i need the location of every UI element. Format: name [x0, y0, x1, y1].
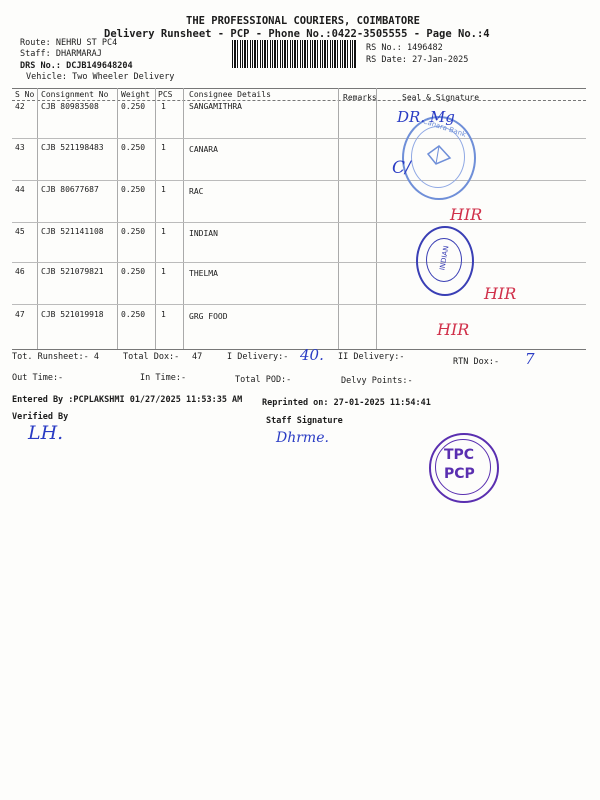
rs-date-line [366, 55, 468, 65]
table-top-rule [12, 88, 586, 89]
drs-label: DRS No.: [20, 61, 61, 71]
col-divider [37, 88, 38, 350]
rtn-dox-label: RTN Dox:- [453, 357, 500, 367]
out-time-label: Out Time:- [12, 373, 64, 383]
staff-line [20, 49, 102, 59]
row-weight: 0.250 [121, 227, 146, 236]
reprinted-on: Reprinted on: 27-01-2025 11:54:41 [262, 398, 431, 408]
row-divider [12, 180, 586, 181]
verified-by-signature: LH. [28, 422, 64, 444]
vehicle-value: Two Wheeler Delivery [72, 72, 175, 82]
staff-label: Staff: [20, 49, 51, 59]
row44-signature: HIR [450, 205, 483, 224]
tpc-pcp-stamp [429, 433, 499, 503]
col-header-consignee: Consignee Details [189, 90, 271, 99]
i-delivery-handwritten: 40. [300, 346, 324, 364]
drs-value: DCJB149648204 [66, 61, 133, 71]
row-consignee: THELMA [189, 269, 218, 278]
col-header-sno: S No [15, 90, 35, 99]
rs-no-label: RS No.: [366, 43, 402, 53]
row47-signature: HIR [437, 320, 470, 339]
row-sno: 46 [15, 267, 25, 276]
col-header-seal: Seal & Signature [402, 93, 480, 102]
row-consignment: CJB 521019918 [41, 310, 104, 319]
total-dox-label: Total Dox:- [123, 352, 180, 362]
ii-delivery-label: II Delivery:- [338, 352, 405, 362]
col-header-remarks: Remarks [343, 93, 377, 102]
row-consignment: CJB 521198483 [41, 143, 104, 152]
row-weight: 0.250 [121, 267, 146, 276]
row-consignee: INDIAN [189, 229, 218, 238]
staff-signature: Dhrme. [276, 430, 329, 446]
staff-signature-label: Staff Signature [266, 416, 343, 426]
row-sno: 45 [15, 227, 25, 236]
col-divider [117, 88, 118, 350]
rs-date-value: 27-Jan-2025 [412, 55, 469, 65]
row-weight: 0.250 [121, 102, 146, 111]
col-header-pcs: PCS [158, 90, 173, 99]
row-sno: 44 [15, 185, 25, 194]
col-divider [376, 88, 377, 350]
entered-by: Entered By :PCPLAKSHMI 01/27/2025 11:53:35 AM [12, 395, 243, 405]
row-pcs: 1 [161, 143, 166, 152]
rs-date-label: RS Date: [366, 55, 407, 65]
route-line [20, 38, 117, 48]
row-consignee: SANGAMITHRA [189, 102, 242, 111]
row-sno: 47 [15, 310, 25, 319]
i-delivery-label: I Delivery:- [227, 352, 289, 362]
row-consignment: CJB 80983508 [41, 102, 99, 111]
row-pcs: 1 [161, 267, 166, 276]
in-time-label: In Time:- [140, 373, 187, 383]
canara-stamp-text: Canara Bank [421, 117, 468, 139]
col-divider [183, 88, 184, 350]
total-pod-label: Total POD:- [235, 375, 292, 385]
row-divider [12, 138, 586, 139]
row-pcs: 1 [161, 310, 166, 319]
row-pcs: 1 [161, 185, 166, 194]
canara-logo-icon [426, 144, 452, 166]
row-weight: 0.250 [121, 143, 146, 152]
total-dox-value: 47 [192, 352, 203, 362]
tot-runsheet: Tot. Runsheet:- 4 [12, 352, 99, 362]
rs-no-value: 1496482 [406, 43, 443, 53]
row-divider [12, 304, 586, 305]
row-weight: 0.250 [121, 185, 146, 194]
route-label: Route: [20, 38, 51, 48]
row-consignee: RAC [189, 187, 204, 196]
route-value: NEHRU ST PC4 [55, 38, 118, 48]
col-divider [155, 88, 156, 350]
vehicle-label: Vehicle: [26, 72, 67, 82]
row-pcs: 1 [161, 227, 166, 236]
indian-bank-stamp [416, 226, 474, 296]
canara-bank-stamp [402, 116, 476, 200]
rtn-dox-handwritten: 7 [525, 350, 535, 368]
vehicle-line [26, 72, 174, 82]
row-consignee: GRG FOOD [189, 312, 228, 321]
row-pcs: 1 [161, 102, 166, 111]
row-consignment: CJB 80677687 [41, 185, 99, 194]
row-consignee: CANARA [189, 145, 218, 154]
col-divider [338, 88, 339, 350]
row42-signature: DR. Mg [397, 108, 455, 126]
row46-signature: HIR [484, 284, 517, 303]
runsheet-subtitle: Delivery Runsheet - PCP - Phone No.:0422-3505555 - Page No.:4 [104, 28, 490, 40]
table-bottom-rule [12, 349, 586, 350]
row43-signature: C/ [392, 158, 411, 178]
verified-by-label: Verified By [12, 412, 69, 422]
row-divider [12, 222, 586, 223]
row-sno: 43 [15, 143, 25, 152]
col-header-consignment: Consignment No [41, 90, 109, 99]
row-weight: 0.250 [121, 310, 146, 319]
tpc-stamp-bottom: PCP [444, 466, 475, 482]
staff-value: DHARMARAJ [55, 49, 102, 59]
indian-stamp-text: INDIAN [438, 245, 451, 271]
table-header-rule [12, 100, 586, 101]
tpc-stamp-top: TPC [444, 447, 475, 463]
row-consignment: CJB 521141108 [41, 227, 104, 236]
row-sno: 42 [15, 102, 25, 111]
delvy-points-label: Delvy Points:- [341, 376, 413, 386]
rs-no-line [366, 43, 443, 53]
col-header-weight: Weight [121, 90, 150, 99]
drs-line [20, 61, 133, 71]
row-consignment: CJB 521079821 [41, 267, 104, 276]
row-divider [12, 262, 586, 263]
company-title: THE PROFESSIONAL COURIERS, COIMBATORE [186, 15, 420, 27]
barcode [232, 40, 357, 68]
